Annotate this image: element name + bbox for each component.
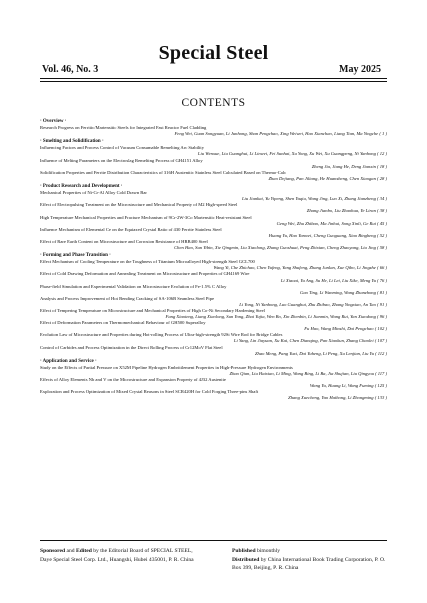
article-title: Research Progress on Ferritic/Martensitic Steels for Integrated Fast Reactor Fuel Cladding [40, 125, 207, 130]
article-authors: Fang Xiaoteng, Liang Xiaolong, Sun Yong, Zhai Yujia, Wen Bo, Xin Zhenbin, Li Jianmin, Wang Rui, Yan Xiaodong ( 96 ) [165, 314, 387, 320]
article-title: Phase-field Simulation and Experimental Validation on Microstructure Evolution of Fe-1.5% C Alloy [40, 283, 227, 289]
article-title: Study on the Effects of Partial Pressure on X52M Pipeline Hydrogen Embrittlement Properties in High-Pressure Hydrogen Environments [40, 364, 293, 370]
section-heading: · Forming and Phase Transition · [40, 253, 111, 259]
sponsored-text: by the Editorial Board of SPECIAL STEEL, Daye Special Steel Corp. Ltd., Huangshi, Hubei 435001, P. R. China [40, 548, 194, 563]
article-title: Effects of Alloy Elements Nb and V on the Microstructure and Expansion Property of 4J32 Austenite [40, 377, 226, 383]
article-title: Control of Carbides and Process Optimization in the Direct Rolling Process of Cr12MoV Flat Steel [40, 344, 223, 350]
article-title: High Temperature Mechanical Properties and Fracture Mechanism of 9Cr-2W-3Co Martensitic Heat-resistant Steel [40, 214, 252, 220]
article-title: Influence of Melting Parameters on the Electroslag Remelting Process of GH4151 Alloy [40, 157, 203, 163]
footer-rule [40, 540, 387, 541]
volume-issue: Vol. 46, No. 3 [42, 64, 99, 75]
footer-sponsor [40, 547, 200, 564]
footer-publication [232, 547, 392, 573]
article-authors: Feng Wei, Guan Songyuan, Li Junhong, Shan Pengchao, Xing Weiwei, Hao Xianchao, Liang Tian, Ma Yingche ( 1 ) [174, 131, 387, 137]
article-authors: Wang Yu, Huang Li, Wang Fuming ( 125 ) [309, 383, 387, 389]
edited-label: Edited [75, 548, 92, 554]
article-authors: Zhang Xuecheng, Yao Haihong, Li Zhongming ( 133 ) [288, 395, 387, 401]
article-title: Exploration and Process Optimization of Mixed Crystal Reasons in Steel SCR420H for Cold Forging Three-pins Shaft [40, 389, 259, 395]
article-title: Solidification Properties and Ferrite Distribution Characteristics of 316H Austenitic Stainless Steel Calculated Based on Thermo-Calc [40, 169, 287, 175]
distributed-line [232, 556, 392, 573]
article-authors: Liu Wenxue, Liu Guanghui, Li Linwei, Fei Sunhai, Xu Yong, Xu Wei, Xu Guangpeng, Ni Yanhong ( 12 ) [197, 151, 387, 157]
article-authors: Zhao Dejiang, Pan Jiliang, He Huansheng, Chen Xiaogan ( 28 ) [268, 175, 387, 181]
article-authors: Chen Hao, Sun Yibin, Xie Qingmin, Liu Xiaolong, Zhang Guoshuai, Peng Zhixian, Cheng Zhaoyang, Liu Jing ( 58 ) [174, 244, 387, 250]
article-title: Analysis and Process Improvement of Hot Bending Cracking of SA-106B Seamless Steel Pipe [40, 295, 215, 301]
article-authors: Zhang Jianbo, Liu Zhaohua, Ye Liran ( 38 ) [306, 208, 387, 214]
article-title: Effect of Deformation Parameters on Thermomechanical Behaviour of GH500 Superalloy [40, 320, 206, 326]
article-authors: Gao Ting, Li Wanming, Wang Zhanzhong ( 81 ) [300, 289, 387, 295]
article-title: Effect of Cold Drawing Deformation and Annealing Treatment on Microstructure and Properties of GH4169 Wire [40, 271, 250, 277]
section-heading: · Product Research and Development · [40, 184, 123, 190]
article-title: Effect of Tempering Temperature on Microstructure and Mechanical Properties of High Co-Ni Secondary Hardening Steel [40, 308, 265, 313]
contents-title: CONTENTS [181, 97, 246, 109]
section-heading: · Application and Service · [40, 358, 97, 364]
table-of-contents [40, 118, 387, 402]
article-title: Influence Mechanism of Elemental Ce on the Equiaxed Crystal Ratio of 430 Ferrite Stainless Steel [40, 226, 222, 232]
article-authors: Huang Yu, Hao Yanwei, Cheng Guoguang, Xiao Bingheng ( 52 ) [268, 232, 387, 238]
article-title: Mechanical Properties of Ni-Cr-Al Alloy Cold Drawn Bar [40, 190, 147, 196]
header-rule-thick [40, 78, 387, 79]
published-line [232, 547, 392, 556]
sponsored-label: Sponsored [40, 548, 66, 554]
and-word: and [66, 548, 75, 554]
article-title: Effect of Electropulsing Treatment on the Microstructure and Mechanical Property of M2 High-speed Steel [40, 202, 238, 208]
article-authors: Zhao Meng, Pang Yuxi, Dai Yuheng, Li Peng, Xu Lenjian, Liu Yu ( 112 ) [255, 350, 387, 356]
article-title: Effect of Rare Earth Content on Microstructure and Corrosion Resistance of HRB400 Steel [40, 238, 208, 244]
article-authors: Li Xiaoai, Yu Ang, Su He, Li Lei, Liu Xike, Meng Yu ( 76 ) [280, 277, 387, 283]
article-authors: Fu Hao, Wang Minshi, Dai Pengchao ( 102 ) [304, 326, 387, 332]
article-authors: Li Yong, Ni Yanhong, Luo Guanghui, Zhu Zhibao, Zhang Yingxiao, An Tao ( 91 ) [239, 301, 387, 307]
distributed-label: Distributed [232, 556, 260, 563]
section-heading: · Smelting and Solidification · [40, 139, 104, 145]
article-authors: Li Yang, Lin Jiayuan, Xu Kai, Chen Dianqing, Pan Xiaokun, Zhang Chaolei ( 107 ) [233, 338, 387, 344]
article-title: Effect Mechanism of Cooling Temperature on the Toughness of Titanium Microalloyed High-strength Steel GCL700 [40, 259, 255, 265]
issue-date: May 2025 [339, 64, 381, 75]
article-authors: Wang Yi, Che Zhichao, Chen Yufeng, Yang Shufeng, Zhang Junlan, Xue Qibo, Li Jingzhe ( 66 ) [213, 265, 387, 271]
article-authors: Liu Jiankai, Yu Yipeng, Shen Yaqiu, Wang Jing, Luo Xi, Zhang Jianzheng ( 34 ) [241, 196, 387, 202]
published-text: bimonthly [257, 548, 281, 554]
article-title: Evolution Law of Microstructure and Properties during Hot-rolling Process of Ultra-high-strength 92Si Wire Rod for Bridge Cables [40, 332, 283, 338]
published-label: Published [232, 548, 256, 554]
article-authors: Zhao Qian, Liu Haixiao, Li Ming, Wang Bing, Li Ba, Jia Shujian, Liu Qingyou ( 117 ) [229, 371, 387, 377]
header-rule-thin [40, 81, 387, 82]
article-title: Influencing Factors and Process Control of Vacuum Consumable Remelting Arc Stability [40, 145, 204, 151]
article-authors: Zheng Jia, Jiang He, Deng Jianxin ( 18 ) [311, 163, 387, 169]
distributed-text: by China International Book Trading Corporation, P. O. Box 399, Beijing, P. R. China [232, 556, 386, 572]
article-authors: Geng Wei, Zhu Zhibao, Ma Jinhui, Song Xinli, Ge Rui ( 45 ) [276, 220, 387, 226]
journal-title: Special Steel [158, 42, 269, 64]
section-heading: · Overview · [40, 119, 67, 124]
